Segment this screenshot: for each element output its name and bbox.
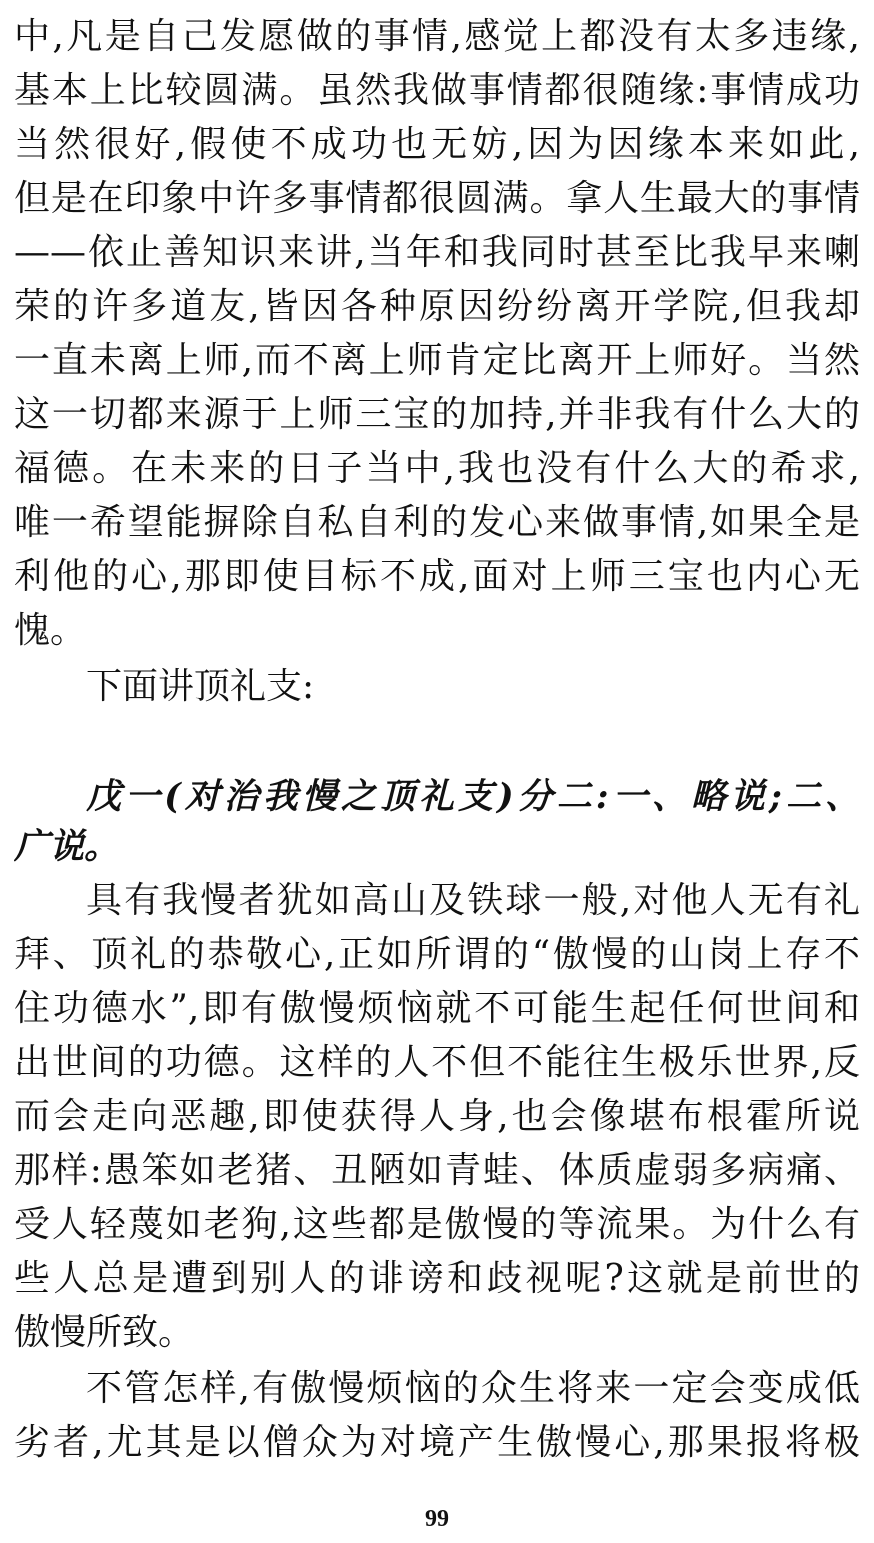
text-line: 福德。在未来的日子当中,我也没有什么大的希求,	[14, 448, 860, 489]
text-line: 愧。	[14, 610, 87, 651]
text-line: 利他的心,那即使目标不成,面对上师三宝也内心无	[14, 556, 860, 597]
text-line: ——依止善知识来讲,当年和我同时甚至比我早来喇	[14, 232, 860, 273]
text-line: 住功德水”,即有傲慢烦恼就不可能生起任何世间和	[14, 988, 860, 1029]
text-line: 当然很好,假使不成功也无妨,因为因缘本来如此,	[14, 124, 860, 165]
section-heading-line: 广说。	[14, 826, 120, 867]
text-line: 拜、顶礼的恭敬心,正如所谓的“傲慢的山岗上存不	[14, 934, 860, 975]
text-line: 唯一希望能摒除自私自利的发心来做事情,如果全是	[14, 502, 860, 543]
text-line: 而会走向恶趣,即使获得人身,也会像堪布根霍所说	[14, 1096, 860, 1137]
text-line: 出世间的功德。这样的人不但不能往生极乐世界,反	[14, 1042, 860, 1083]
text-line: 那样:愚笨如老猪、丑陋如青蛙、体质虚弱多病痛、	[14, 1150, 860, 1191]
text-line: 具有我慢者犹如高山及铁球一般,对他人无有礼	[86, 880, 860, 921]
text-line: 荣的许多道友,皆因各种原因纷纷离开学院,但我却	[14, 286, 860, 327]
text-line: 些人总是遭到别人的诽谤和歧视呢?这就是前世的	[14, 1258, 860, 1299]
text-line: 基本上比较圆满。虽然我做事情都很随缘:事情成功	[14, 70, 860, 111]
section-heading-line: 戊一(对治我慢之顶礼支)分二:一、略说;二、	[86, 776, 860, 817]
text-line: 受人轻蔑如老狗,这些都是傲慢的等流果。为什么有	[14, 1204, 860, 1245]
text-line: 傲慢所致。	[14, 1312, 195, 1353]
page-number: 99	[425, 1506, 449, 1532]
text-line: 但是在印象中许多事情都很圆满。拿人生最大的事情	[14, 178, 860, 219]
text-line: 不管怎样,有傲慢烦恼的众生将来一定会变成低	[86, 1368, 860, 1409]
section-intro-line: 下面讲顶礼支:	[86, 666, 315, 707]
text-line: 劣者,尤其是以僧众为对境产生傲慢心,那果报将极	[14, 1422, 860, 1463]
text-line: 中,凡是自己发愿做的事情,感觉上都没有太多违缘,	[14, 16, 860, 57]
text-line: 这一切都来源于上师三宝的加持,并非我有什么大的	[14, 394, 860, 435]
text-line: 一直未离上师,而不离上师肯定比离开上师好。当然	[14, 340, 860, 381]
